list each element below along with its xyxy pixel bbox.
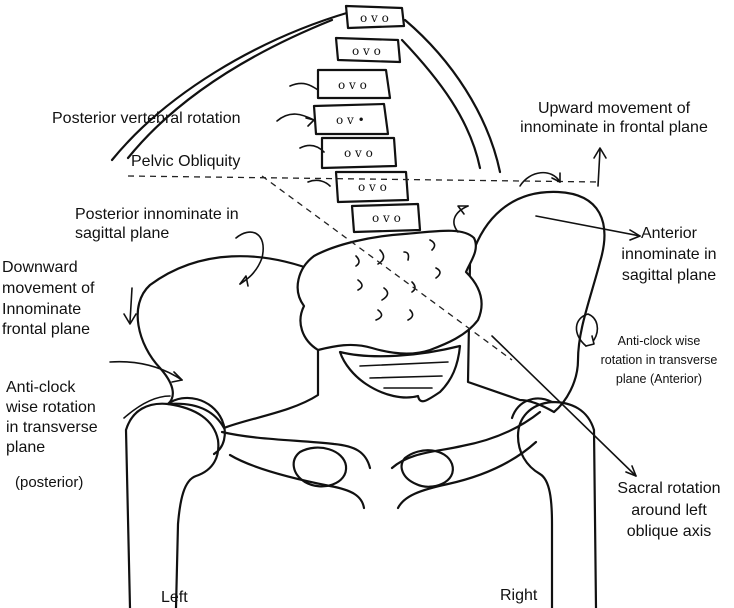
left-obturator xyxy=(294,448,346,487)
pubic-ramus-left xyxy=(230,455,364,508)
right-femur xyxy=(518,402,596,608)
pubic-arch xyxy=(222,412,540,468)
label-posterior-vertebral-rotation: Posterior vertebral rotation xyxy=(52,110,241,127)
downward-arrow xyxy=(130,288,132,322)
label-pelvic-obliquity: Pelvic Obliquity xyxy=(131,153,241,170)
label-anticlock-anterior: Anti-clock wise rotation in transverse plane (Anterior) xyxy=(600,334,718,386)
label-anterior-innominate: Anterior innominate in sagittal plane xyxy=(621,225,717,284)
left-ilium xyxy=(138,256,318,428)
vertebra-mark-7: o v o xyxy=(372,211,401,225)
upward-frontal-arrow xyxy=(598,150,600,186)
right-obturator xyxy=(402,450,453,487)
label-downward-movement: Downward movement of Innominate frontal plane xyxy=(2,259,95,339)
label-anticlock-posterior: Anti-clock wise rotation in transverse plane xyxy=(6,379,98,457)
label-left: Left xyxy=(161,589,188,606)
label-posterior-paren: (posterior) xyxy=(15,474,84,491)
vertebra-mark-1: o v o xyxy=(360,11,389,25)
sacrum xyxy=(298,231,482,354)
vertebra-mark-3: o v o xyxy=(338,78,367,92)
vertebra-mark-2: o v o xyxy=(352,44,381,58)
left-rib-inner xyxy=(128,20,332,158)
left-rib xyxy=(112,12,350,160)
vertebra-mark-4: o v • xyxy=(336,113,365,127)
label-right: Right xyxy=(500,587,538,604)
vertebra-mark-6: o v o xyxy=(358,180,387,194)
label-sacral-rotation: Sacral rotation around left oblique axis xyxy=(617,480,721,541)
right-rib xyxy=(405,20,500,172)
label-upward-movement: Upward movement of innominate in frontal plane xyxy=(520,100,708,136)
vertebral-column xyxy=(314,6,420,232)
vertebra-mark-5: o v o xyxy=(344,146,373,160)
vertebral-rotation-arrow xyxy=(277,114,314,121)
right-rib-inner xyxy=(402,40,480,168)
label-posterior-innominate: Posterior innominate in sagittal plane xyxy=(75,206,239,242)
left-femur xyxy=(126,404,218,608)
